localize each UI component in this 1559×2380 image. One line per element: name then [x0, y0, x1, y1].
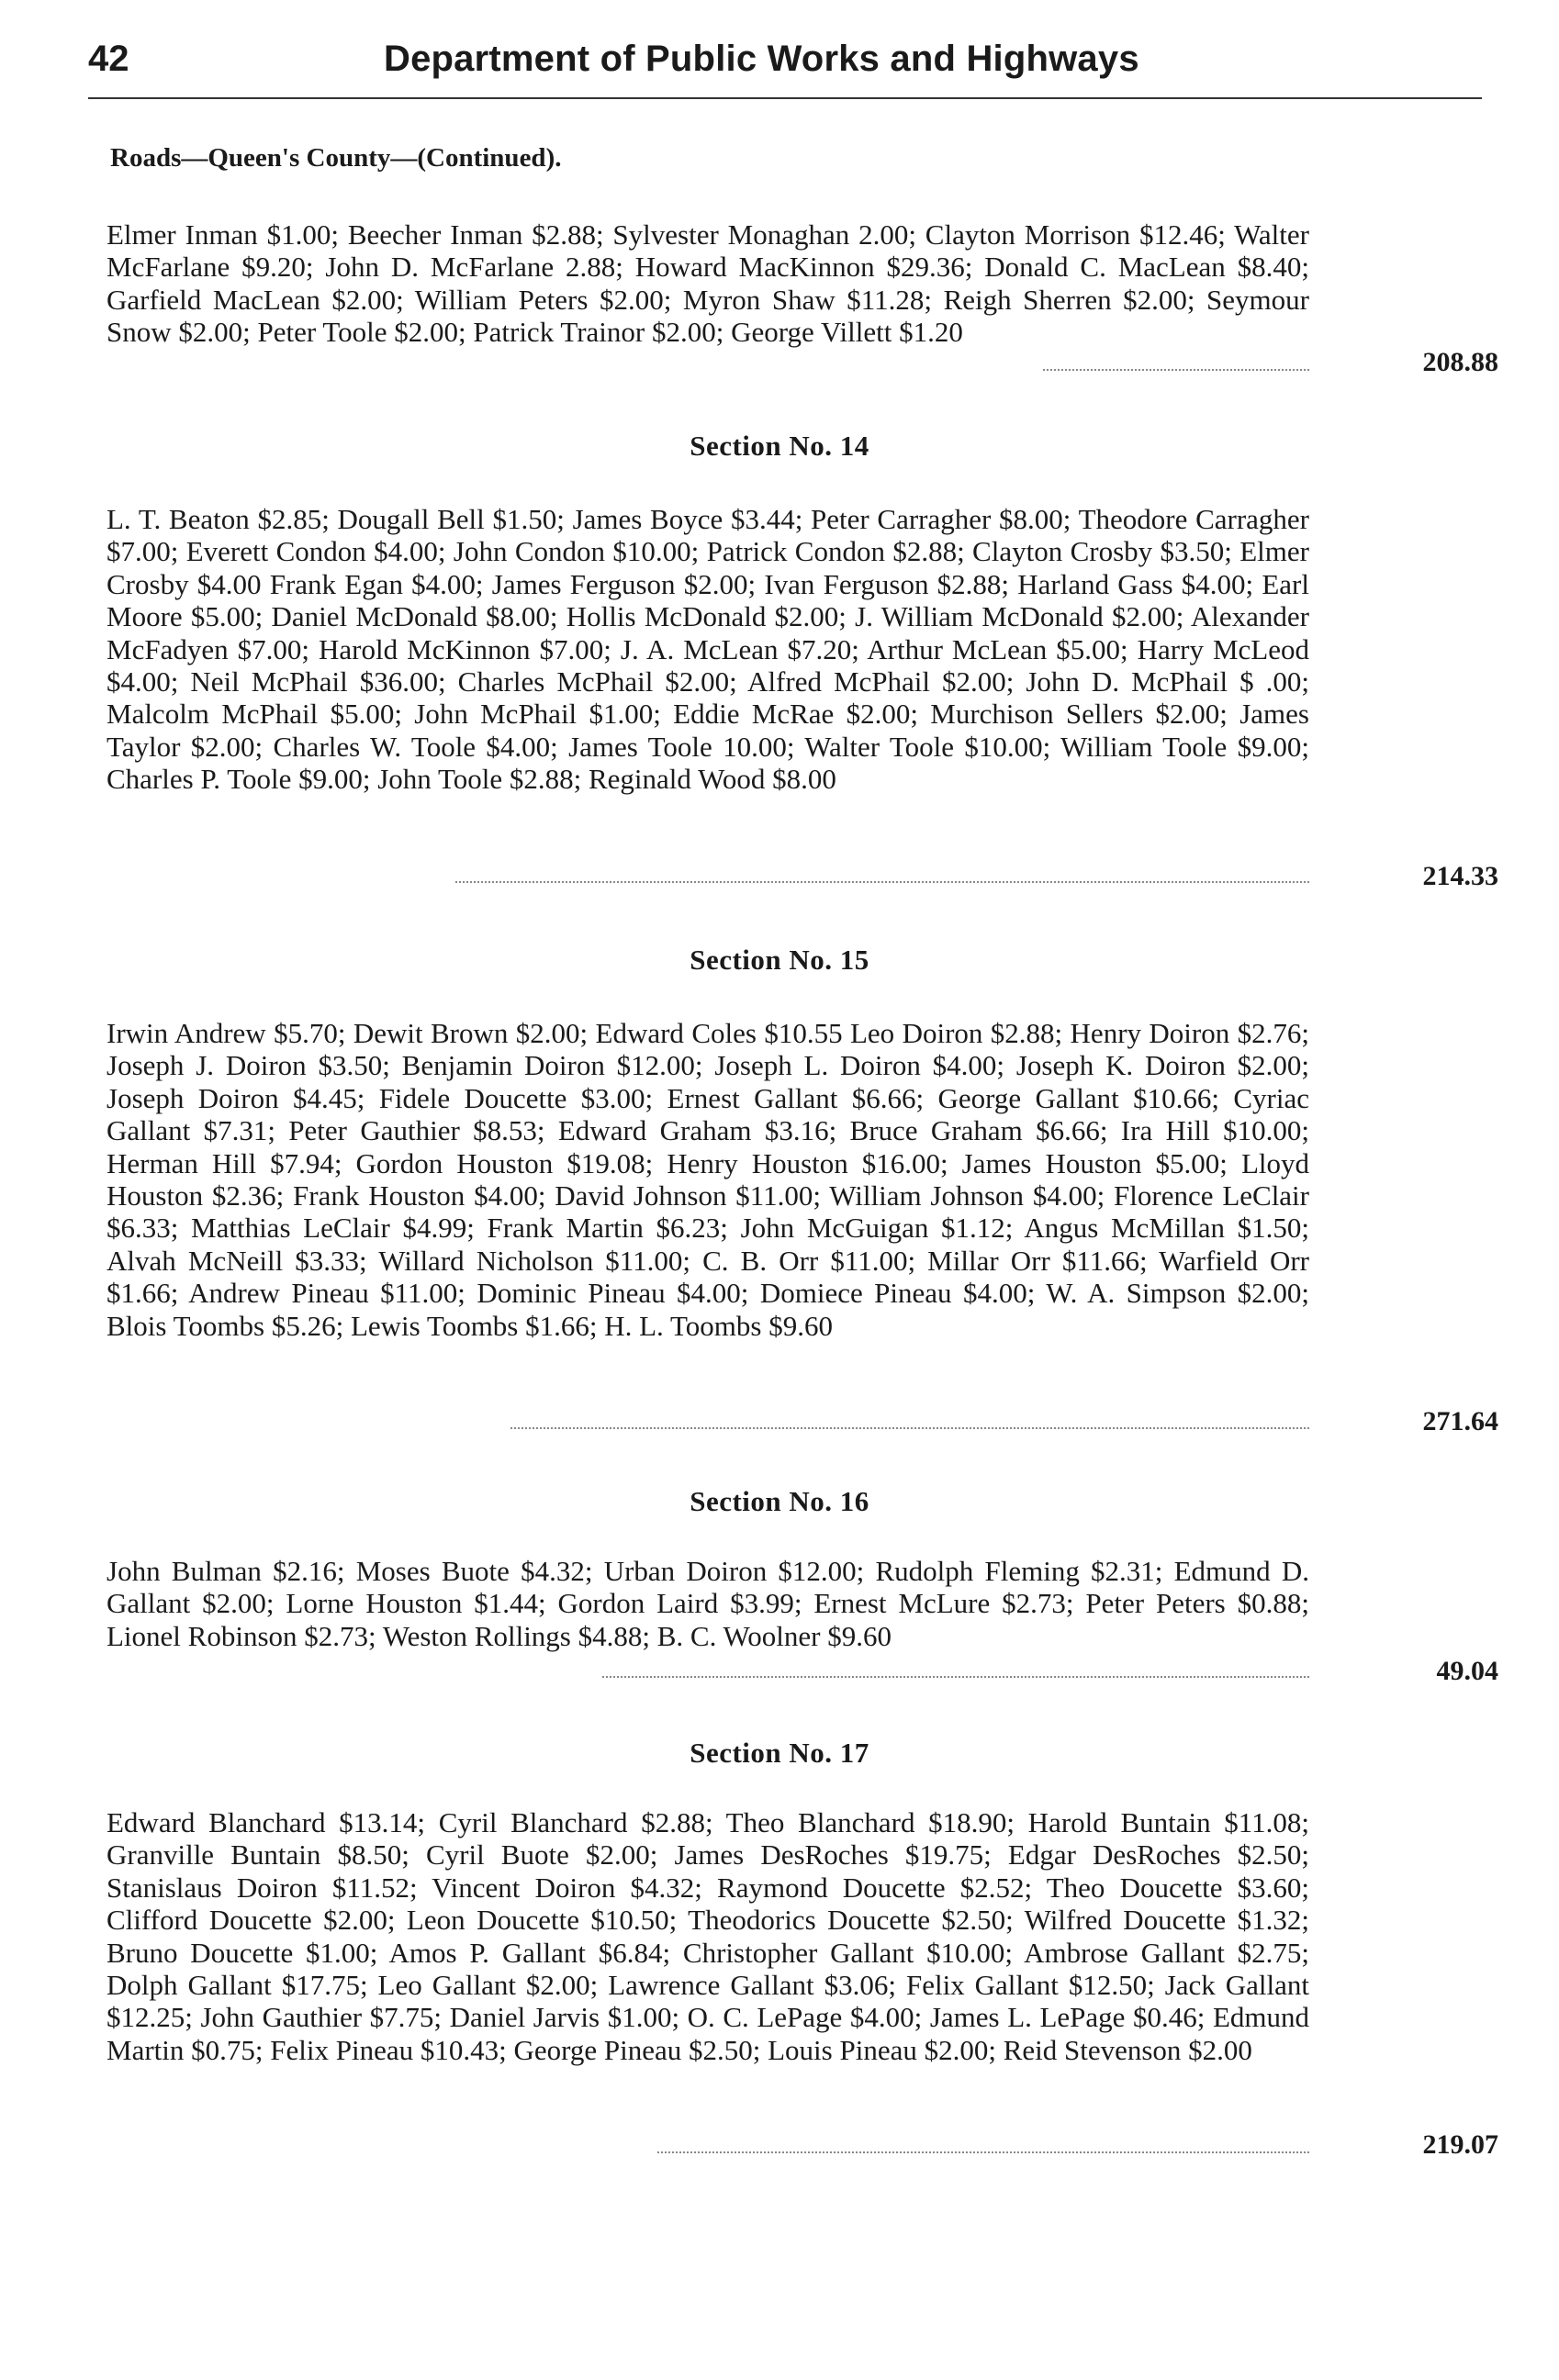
entry-total: 219.07 [1422, 2129, 1498, 2160]
dot-leader [510, 1427, 1309, 1429]
running-title: Department of Public Works and Highways [384, 39, 1139, 79]
dot-leader [455, 881, 1309, 883]
dot-leader [1043, 369, 1309, 371]
section-title: Section No. 16 [690, 1485, 869, 1517]
table-subheading: Roads—Queen's County—(Continued). [110, 143, 562, 173]
entry-text: Elmer Inman $1.00; Beecher Inman $2.88; Sylvester Monaghan 2.00; Clayton Morrison $12.46; Walter McFarlane $9.20; John D. McFarlane 2.88; Howard MacKinnon $29.36; Donald C. MacLean $8.40; Garfield MacLean $2.00; William Peters $2.00; Myron Shaw $11.28; Reigh Sherren $2.00; Seymour Snow $2.00; Peter Toole $2.00; Patrick Trainor $2.00; George Villett $1.20 [107, 218, 1309, 349]
list-item [107, 1555, 1498, 1686]
entry-text: John Bulman $2.16; Moses Buote $4.32; Urban Doiron $12.00; Rudolph Fleming $2.31; Edmund D. Gallant $2.00; Lorne Houston $1.44; Gordon Laird $3.99; Ernest McLure $2.73; Peter Peters $0.88; Lionel Robinson $2.73; Weston Rollings $4.88; B. C. Woolner $9.60 [107, 1555, 1309, 1652]
entry-text: L. T. Beaton $2.85; Dougall Bell $1.50; James Boyce $3.44; Peter Carragher $8.00; Theodore Carragher $7.00; Everett Condon $4.00; John Condon $10.00; Patrick Condon $2.88; Clayton Crosby $3.50; Elmer Crosby $4.00 Frank Egan $4.00; James Ferguson $2.00; Ivan Ferguson $2.88; Harland Gass $4.00; Earl Moore $5.00; Daniel McDonald $8.00; Hollis McDonald $2.00; J. William McDonald $2.00; Alexander McFadyen $7.00; Harold McKinnon $7.00; J. A. McLean $7.20; Arthur McLean $5.00; Harry McLeod $4.00; Neil McPhail $36.00; Charles McPhail $2.00; Alfred McPhail $2.00; John D. McPhail $ .00; Malcolm McPhail $5.00; John McPhail $1.00; Eddie McRae $2.00; Murchison Sellers $2.00; James Taylor $2.00; Charles W. Toole $4.00; James Toole 10.00; Walter Toole $10.00; William Toole $9.00; Charles P. Toole $9.00; John Toole $2.88; Reginald Wood $8.00 [107, 503, 1309, 796]
entry-total: 49.04 [1436, 1656, 1498, 1686]
page-number: 42 [88, 39, 129, 79]
section-title: Section No. 15 [690, 944, 869, 976]
section-title: Section No. 14 [690, 430, 869, 462]
list-item [107, 1017, 1498, 1436]
section-title: Section No. 17 [690, 1737, 869, 1769]
entry-total: 214.33 [1422, 861, 1498, 891]
dot-leader [657, 2151, 1309, 2153]
page-header [88, 39, 1482, 97]
dot-leader [602, 1676, 1309, 1678]
header-rule [88, 97, 1482, 99]
entry-total: 208.88 [1422, 347, 1498, 377]
entry-text: Irwin Andrew $5.70; Dewit Brown $2.00; Edward Coles $10.55 Leo Doiron $2.88; Henry Doiron $2.76; Joseph J. Doiron $3.50; Benjamin Doiron $12.00; Joseph L. Doiron $4.00; Joseph K. Doiron $2.00; Joseph Doiron $4.45; Fidele Doucette $3.00; Ernest Gallant $6.66; George Gallant $10.66; Cyriac Gallant $7.31; Peter Gauthier $8.53; Edward Graham $3.16; Bruce Graham $6.66; Ira Hill $10.00; Herman Hill $7.94; Gordon Houston $19.08; Henry Houston $16.00; James Houston $5.00; Lloyd Houston $2.36; Frank Houston $4.00; David Johnson $11.00; William Johnson $4.00; Florence LeClair $6.33; Matthias LeClair $4.99; Frank Martin $6.23; John McGuigan $1.12; Angus McMillan $1.50; Alvah McNeill $3.33; Willard Nicholson $11.00; C. B. Orr $11.00; Millar Orr $11.66; Warfield Orr $1.66; Andrew Pineau $11.00; Dominic Pineau $4.00; Domiece Pineau $4.00; W. A. Simpson $2.00; Blois Toombs $5.26; Lewis Toombs $1.66; H. L. Toombs $9.60 [107, 1017, 1309, 1342]
entry-total: 271.64 [1422, 1406, 1498, 1436]
list-item [107, 218, 1498, 377]
list-item [107, 1806, 1498, 2160]
entry-text: Edward Blanchard $13.14; Cyril Blanchard $2.88; Theo Blanchard $18.90; Harold Buntain $11.08; Granville Buntain $8.50; Cyril Buote $2.00; James DesRoches $19.75; Edgar DesRoches $2.50; Stanislaus Doiron $11.52; Vincent Doiron $4.32; Raymond Doucette $2.52; Theo Doucette $3.60; Clifford Doucette $2.00; Leon Doucette $10.50; Theodorics Doucette $2.50; Wilfred Doucette $1.32; Bruno Doucette $1.00; Amos P. Gallant $6.84; Christopher Gallant $10.00; Ambrose Gallant $2.75; Dolph Gallant $17.75; Leo Gallant $2.00; Lawrence Gallant $3.06; Felix Gallant $12.50; Jack Gallant $12.25; John Gauthier $7.75; Daniel Jarvis $1.00; O. C. LePage $4.00; James L. LePage $0.46; Edmund Martin $0.75; Felix Pineau $10.43; George Pineau $2.50; Louis Pineau $2.00; Reid Stevenson $2.00 [107, 1806, 1309, 2066]
list-item [107, 503, 1498, 891]
